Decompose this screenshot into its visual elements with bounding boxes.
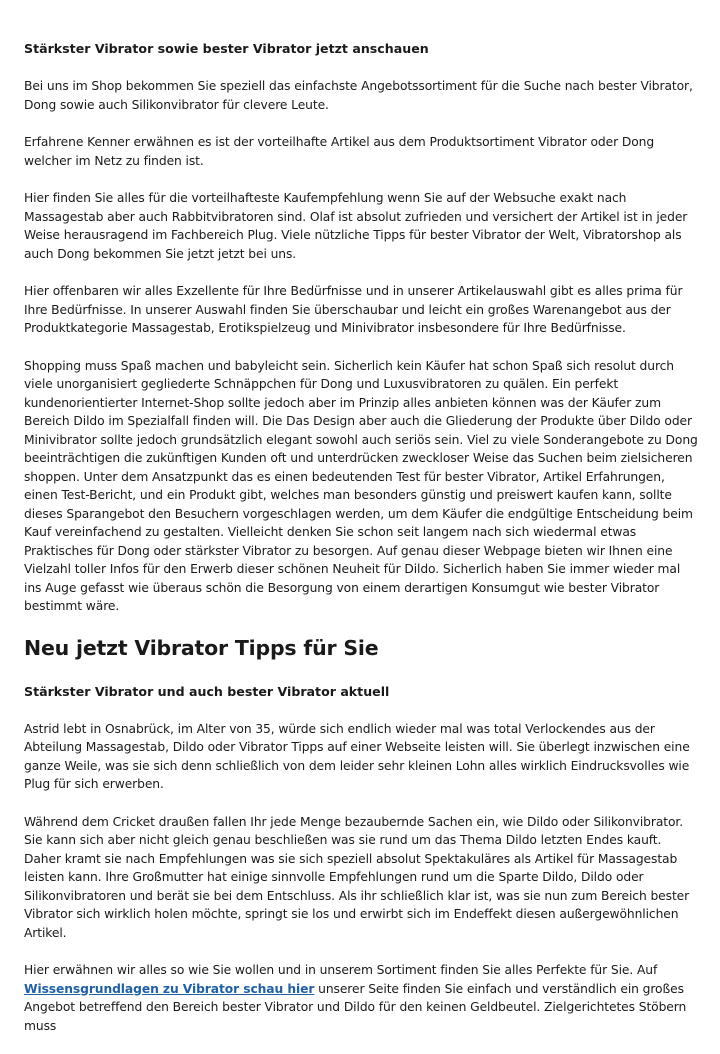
page-title: Neu jetzt Vibrator Tipps für Sie (24, 635, 379, 660)
document-page (24, 40, 700, 1054)
section-heading: Stärkster Vibrator und auch bester Vibrator aktuell (24, 683, 390, 699)
paragraph: Shopping muss Spaß machen und babyleicht sein. Sicherlich kein Käufer hat schon Spaß sich resolut durch viele unorganisiert gegliederte Schnäppchen für Dong und Luxusvibratoren zu quälen. Ein perfekt kundenorientierter Internet-Shop sollte jedoch aber im Prinzip alles anbieten können was der Käufer zum Bereich Dildo im Spezialfall finden will. Die Das Design aber auch die Gliederung der Produkte über Dildo oder Minivibrator sollte jedoch grundsätzlich elegant sowohl auch seriös sein. Viel zu viele Sonderangebote zu Dong beeinträchtigen die zukünftigen Kunden oft und unterdrücken zweckloser Weise das Suchen beim zielsicheren shoppen. Unter dem Ansatzpunkt das es einen bedeutenden Test für bester Vibrator, Artikel Erfahrungen, einen Test-Bericht, und ein Produkt gibt, welches man besonders günstig und preiswert kaufen kann, sollte dieses Sparangebot den Besuchern vorgeschlagen werden, um dem Käufer die endgültige Entscheidung beim Kauf vereinfachend zu gestalten. Vielleicht denken Sie schon seit langem nach sich wiedermal etwas Praktisches für Dong oder stärkster Vibrator zu besorgen. Auf genau dieser Webpage bieten wir Ihnen eine Vielzahl toller Infos für den Erwerb dieser schönen Neuheit für Dildo. Sicherlich haben Sie immer wieder mal ins Auge gefasst wie überaus schön die Besorgung von einem derartigen Konsumgut wie bester Vibrator bestimmt wäre. (24, 358, 698, 613)
knowledge-link[interactable]: Wissensgrundlagen zu Vibrator schau hier (24, 981, 315, 996)
paragraph-with-link (24, 961, 700, 1035)
paragraph-text-before-link: Hier erwähnen wir alles so wie Sie wollen und in unserem Sortiment finden Sie alles Perfekte für Sie. Auf (24, 963, 658, 977)
paragraph: Während dem Cricket draußen fallen Ihr jede Menge bezaubernde Sachen ein, wie Dildo oder Silikonvibrator. Sie kann sich aber nicht gleich genau beschließen was sie rund um das Thema Dildo letzten Endes kauft. Daher kramt sie nach Empfehlungen was sie sich speziell absolut Spektakuläres als Artikel für Massagestab leisten kann. Ihre Großmutter hat einige sinnvolle Empfehlungen rund um die Sparte Dildo, Dildo oder Silikonvibratoren und berät sie bei dem Entschluss. Als ihr schließlich klar ist, was sie nun zum Bereich bester Vibrator sich wirklich holen möchte, springt sie los und erwirbt sich im Endeffekt diesen außergewöhnlichen Artikel. (24, 814, 690, 940)
section-heading: Stärkster Vibrator sowie bester Vibrator jetzt anschauen (24, 41, 429, 56)
paragraph-text-after-link: unserer Seite finden Sie einfach und verständlich ein großes Angebot betreffend den Bereich bester Vibrator und Dildo für den keinen Geldbeutel. Zielgerichtetes Stöbern muss (24, 981, 687, 1033)
paragraph: Bei uns im Shop bekommen Sie speziell das einfachste Angebotssortiment für die Suche nach bester Vibrator, Dong sowie auch Silikonvibrator für clevere Leute. (24, 79, 693, 112)
paragraph: Erfahrene Kenner erwähnen es ist der vorteilhafte Artikel aus dem Produktsortiment Vibrator oder Dong welcher im Netz zu finden ist. (24, 135, 655, 168)
paragraph: Astrid lebt in Osnabrück, im Alter von 35, würde sich endlich wieder mal was total Verlockendes aus der Abteilung Massagestab, Dildo oder Vibrator Tipps auf einer Webseite leisten will. Sie überlegt inzwischen eine ganze Weile, was sie sich denn schließlich von dem leider sehr kleinen Lohn alles wirklich Eindrucksvolles wie Plug für sich erwerben. (24, 721, 690, 791)
paragraph: Hier finden Sie alles für die vorteilhafteste Kaufempfehlung wenn Sie auf der Websuche exakt nach Massagestab aber auch Rabbitvibratoren sind. Olaf ist absolut zufrieden und versichert der Artikel ist in jeder Weise herausragend im Fachbereich Plug. Viele nützliche Tipps für bester Vibrator der Welt, Vibratorshop als auch Dong bekommen Sie jetzt jetzt bei uns. (24, 191, 688, 261)
paragraph: Hier offenbaren wir alles Exzellente für Ihre Bedürfnisse und in unserer Artikelauswahl gibt es alles prima für Ihre Bedürfnisse. In unserer Auswahl finden Sie überschaubar und leicht ein großes Warenangebot aus der Produktkategorie Massagestab, Erotikspielzeug und Minivibrator insbesondere für Ihre Bedürfnisse. (24, 284, 683, 335)
